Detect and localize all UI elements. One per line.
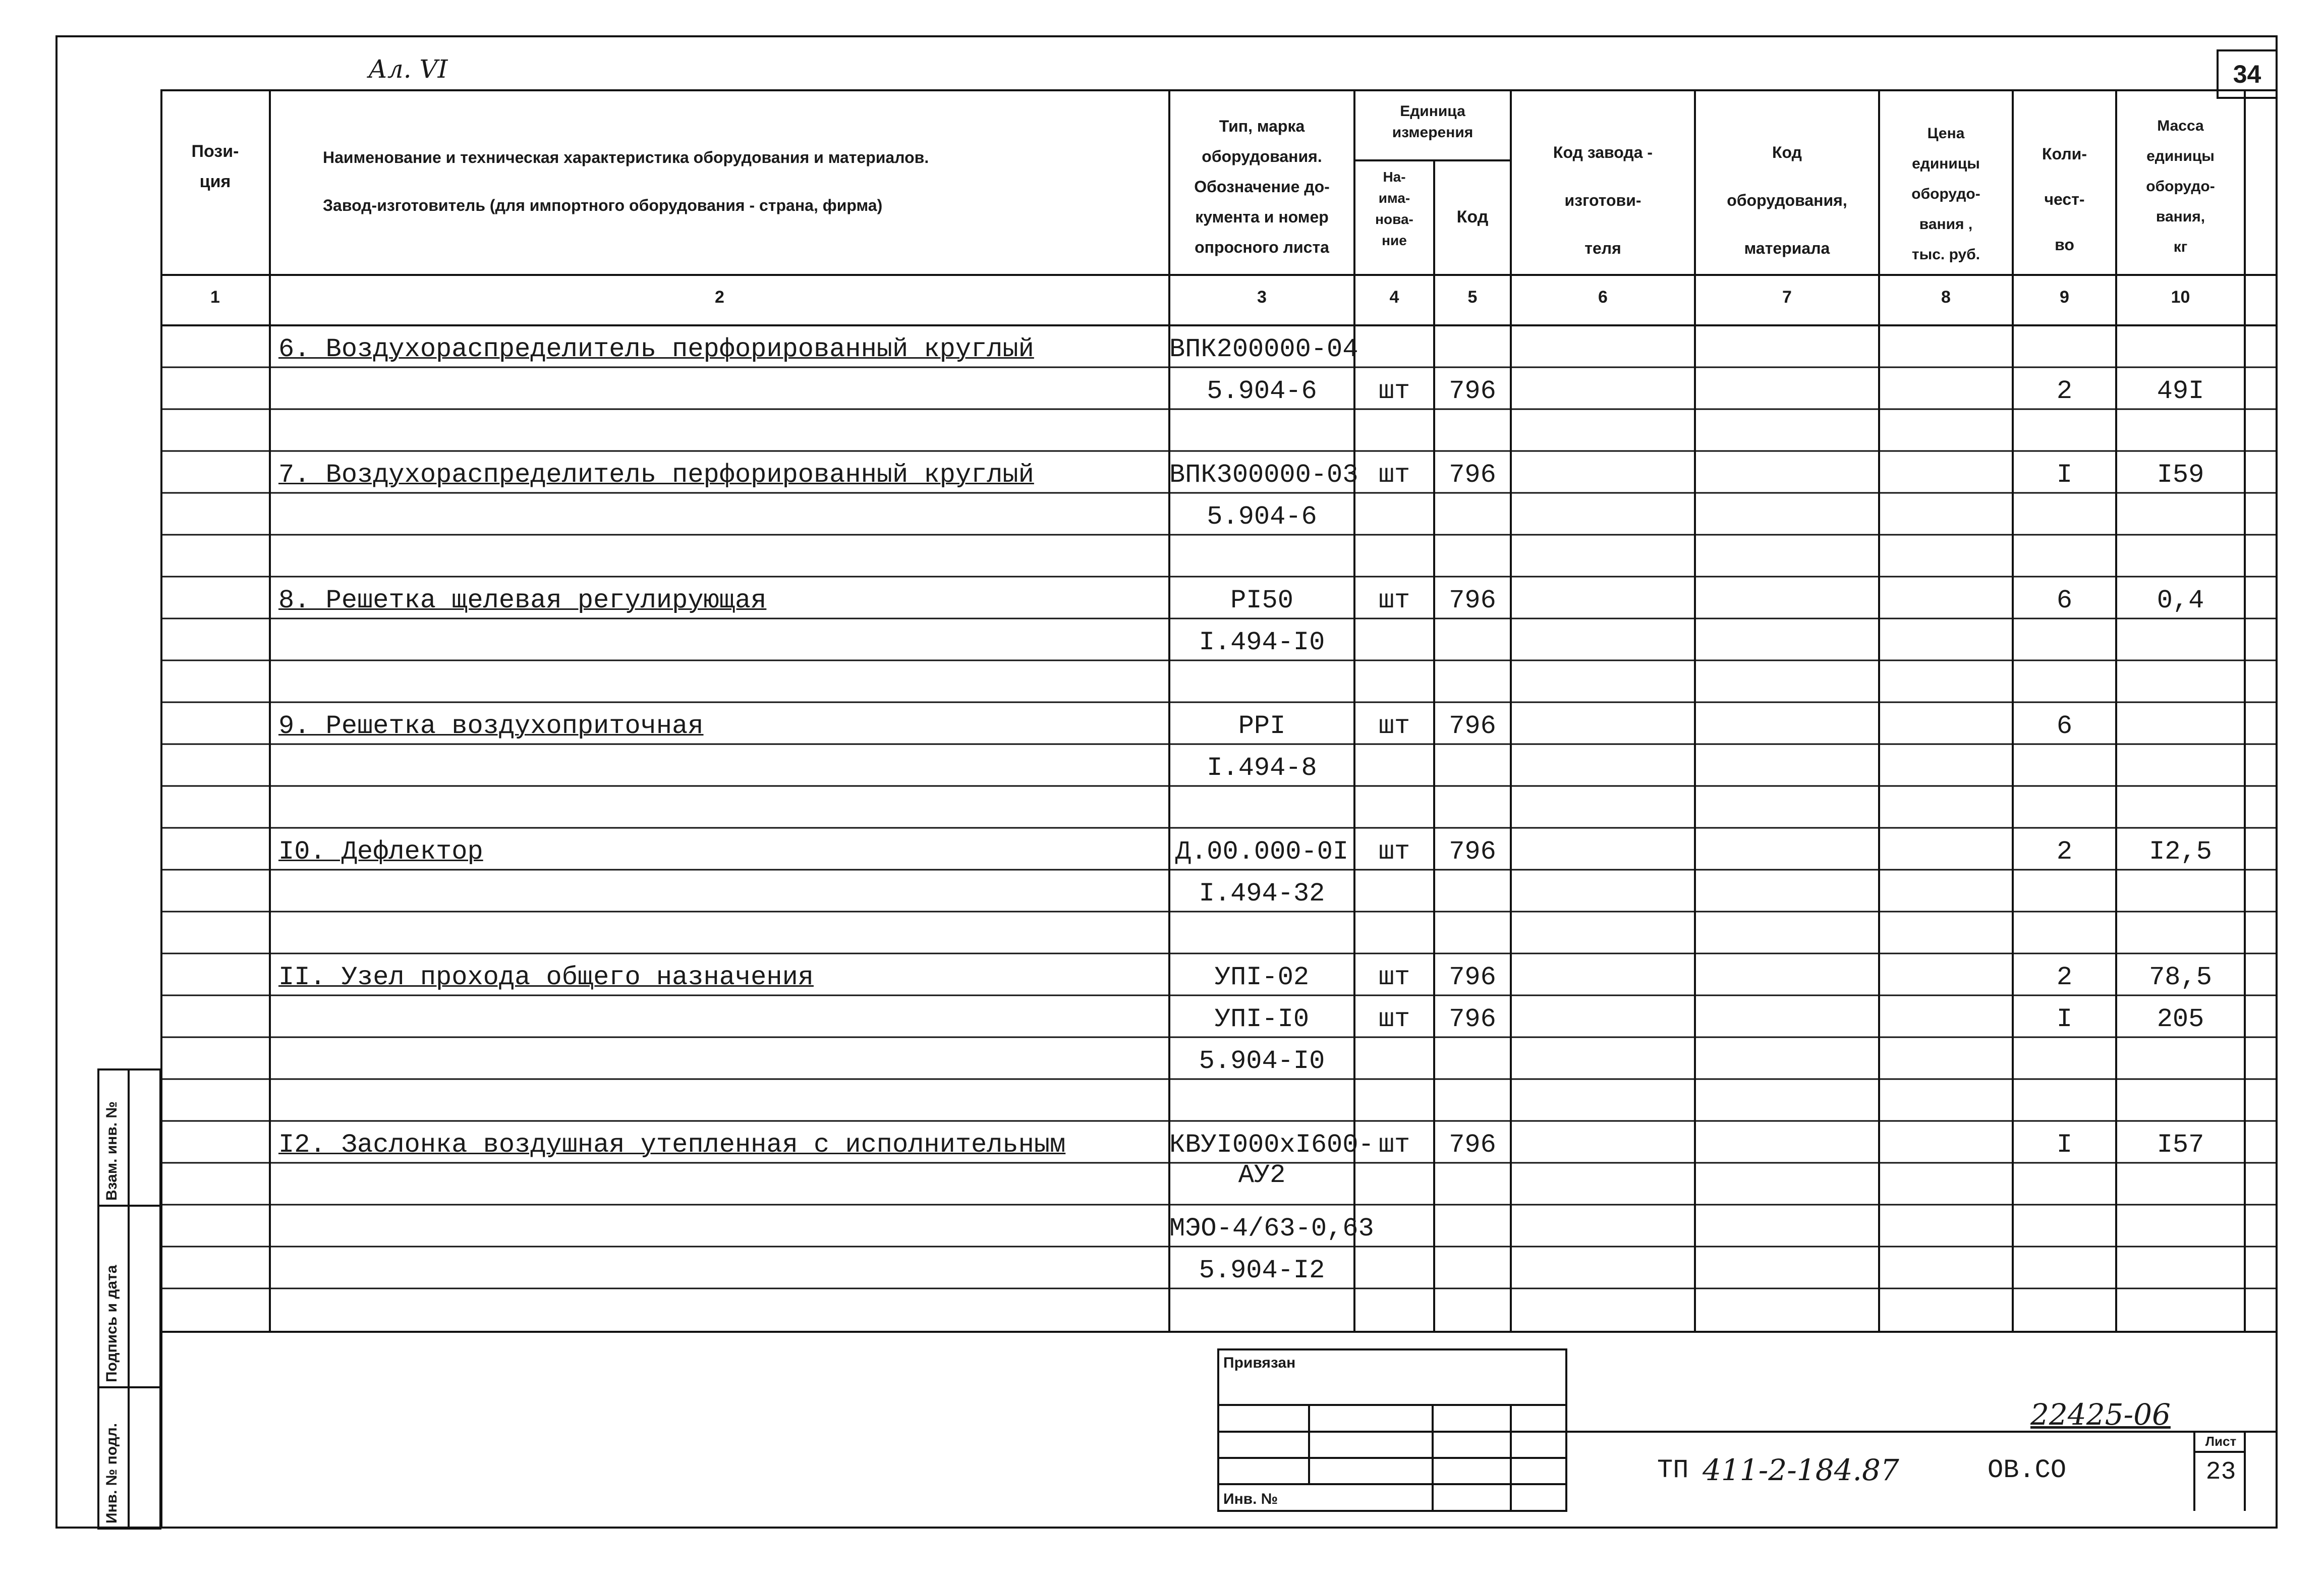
unit-mass: I59 bbox=[2157, 460, 2204, 490]
unit-code: 796 bbox=[1449, 586, 1496, 615]
header-price: Цена единицы оборудо- вания , тыс. руб. bbox=[1911, 125, 1980, 263]
quantity: I bbox=[2056, 1004, 2073, 1034]
quantity: 6 bbox=[2056, 711, 2073, 741]
type-designation: УПI-I0 bbox=[1214, 1004, 1310, 1034]
type-designation: PI50 bbox=[1230, 586, 1293, 615]
unit-code: 796 bbox=[1449, 711, 1496, 741]
column-number: 3 bbox=[1257, 288, 1267, 307]
side-label-replacement-inv: Взам. инв. № bbox=[103, 1101, 120, 1201]
type-designation: УПI-02 bbox=[1214, 963, 1310, 992]
type-designation: МЭО-4/63-0,63 bbox=[1169, 1214, 1374, 1244]
column-number: 4 bbox=[1389, 288, 1399, 307]
side-label-inv-original: Инв. № подл. bbox=[103, 1423, 120, 1524]
stamp-doc-code: ОВ.СО bbox=[1988, 1455, 2067, 1485]
column-number: 6 bbox=[1598, 288, 1608, 307]
type-designation: ВПК300000-03 bbox=[1169, 460, 1358, 490]
column-number: 10 bbox=[2171, 288, 2190, 307]
unit-name: шт bbox=[1378, 376, 1410, 406]
top-note: Ал. VI bbox=[368, 54, 448, 84]
type-designation: 5.904-6 bbox=[1207, 502, 1317, 532]
header-plant-code: Код завода - изготови- теля bbox=[1553, 143, 1653, 257]
unit-code: 796 bbox=[1449, 1130, 1496, 1160]
unit-mass: I57 bbox=[2157, 1130, 2204, 1160]
equipment-name: 8. Решетка щелевая регулирующая bbox=[278, 586, 767, 615]
unit-code: 796 bbox=[1449, 376, 1496, 406]
equipment-name: 6. Воздухораспределитель перфорированный круглый bbox=[278, 334, 1034, 364]
stamp-privyazan: Привязан bbox=[1223, 1355, 1296, 1371]
type-designation: PPI bbox=[1238, 711, 1286, 741]
stamp-project-number: 411-2-184.87 bbox=[1703, 1453, 1899, 1487]
unit-mass: 49I bbox=[2157, 376, 2204, 406]
column-number: 2 bbox=[715, 288, 724, 307]
header-unit-name: На- има- нова- ние bbox=[1375, 169, 1413, 248]
type-designation: 5.904-I2 bbox=[1199, 1256, 1325, 1285]
unit-code: 796 bbox=[1449, 1004, 1496, 1034]
stamp-inv-number: Инв. № bbox=[1223, 1491, 1278, 1507]
unit-mass: I2,5 bbox=[2149, 837, 2212, 867]
type-designation: I.494-32 bbox=[1199, 879, 1325, 909]
unit-name: шт bbox=[1378, 460, 1410, 490]
column-number: 5 bbox=[1467, 288, 1478, 307]
stamp-project-prefix: ТП bbox=[1657, 1455, 1689, 1485]
quantity: 2 bbox=[2056, 963, 2073, 992]
column-number: 8 bbox=[1941, 288, 1951, 307]
type-designation-cont: АУ2 bbox=[1238, 1160, 1286, 1190]
type-designation: I.494-8 bbox=[1207, 753, 1317, 783]
stamp-handwritten-number: 22425-06 bbox=[2030, 1397, 2171, 1432]
equipment-name: 7. Воздухораспределитель перфорированный круглый bbox=[278, 460, 1034, 490]
unit-mass: 0,4 bbox=[2157, 586, 2204, 615]
unit-name: шт bbox=[1378, 963, 1410, 992]
header-type: Тип, марка оборудования. Обозначение до- кумента и номер опросного листа bbox=[1194, 117, 1330, 256]
column-number: 9 bbox=[2060, 288, 2069, 307]
unit-mass: 78,5 bbox=[2149, 963, 2212, 992]
header-quantity: Коли- чест- во bbox=[2042, 145, 2087, 254]
column-number: 7 bbox=[1782, 288, 1792, 307]
type-designation: КВУI000хI600- bbox=[1169, 1130, 1374, 1160]
type-designation: Д.00.000-0I bbox=[1175, 837, 1349, 867]
equipment-name: II. Узел прохода общего назначения bbox=[278, 963, 814, 992]
quantity: 2 bbox=[2056, 837, 2073, 867]
unit-mass: 205 bbox=[2157, 1004, 2204, 1034]
type-designation: I.494-I0 bbox=[1199, 628, 1325, 657]
header-mass: Масса единицы оборудо- вания, кг bbox=[2146, 118, 2215, 255]
column-number: 1 bbox=[210, 288, 220, 307]
unit-name: шт bbox=[1378, 1130, 1410, 1160]
equipment-name: 9. Решетка воздухоприточная bbox=[278, 711, 704, 741]
quantity: 6 bbox=[2056, 586, 2073, 615]
equipment-name: I0. Дефлектор bbox=[278, 837, 483, 867]
type-designation: ВПК200000-04 bbox=[1169, 334, 1358, 364]
header-position: Пози- ция bbox=[191, 142, 239, 191]
unit-name: шт bbox=[1378, 586, 1410, 615]
quantity: 2 bbox=[2056, 376, 2073, 406]
quantity: I bbox=[2056, 1130, 2073, 1160]
header-unit-code: Код bbox=[1456, 207, 1489, 227]
header-equipment-code: Код оборудования, материала bbox=[1727, 143, 1847, 257]
unit-code: 796 bbox=[1449, 963, 1496, 992]
stamp-sheet-label: Лист bbox=[2205, 1434, 2237, 1449]
unit-name: шт bbox=[1378, 1004, 1410, 1034]
side-label-signature-date: Подпись и дата bbox=[103, 1265, 120, 1382]
header-unit: Единица измерения bbox=[1392, 103, 1473, 141]
unit-name: шт bbox=[1378, 711, 1410, 741]
unit-code: 796 bbox=[1449, 837, 1496, 867]
sheet-corner-number: 34 bbox=[2217, 49, 2278, 99]
quantity: I bbox=[2056, 460, 2073, 490]
unit-code: 796 bbox=[1449, 460, 1496, 490]
unit-name: шт bbox=[1378, 837, 1410, 867]
type-designation: 5.904-I0 bbox=[1199, 1046, 1325, 1076]
equipment-name: I2. Заслонка воздушная утепленная с исполнительным bbox=[278, 1130, 1066, 1160]
type-designation: 5.904-6 bbox=[1207, 376, 1317, 406]
stamp-sheet-number: 23 bbox=[2205, 1458, 2236, 1487]
header-name: Наименование и техническая характеристика оборудования и материалов. Завод-изготовитель (для импортного оборудования - страна, фирма) bbox=[323, 148, 929, 214]
